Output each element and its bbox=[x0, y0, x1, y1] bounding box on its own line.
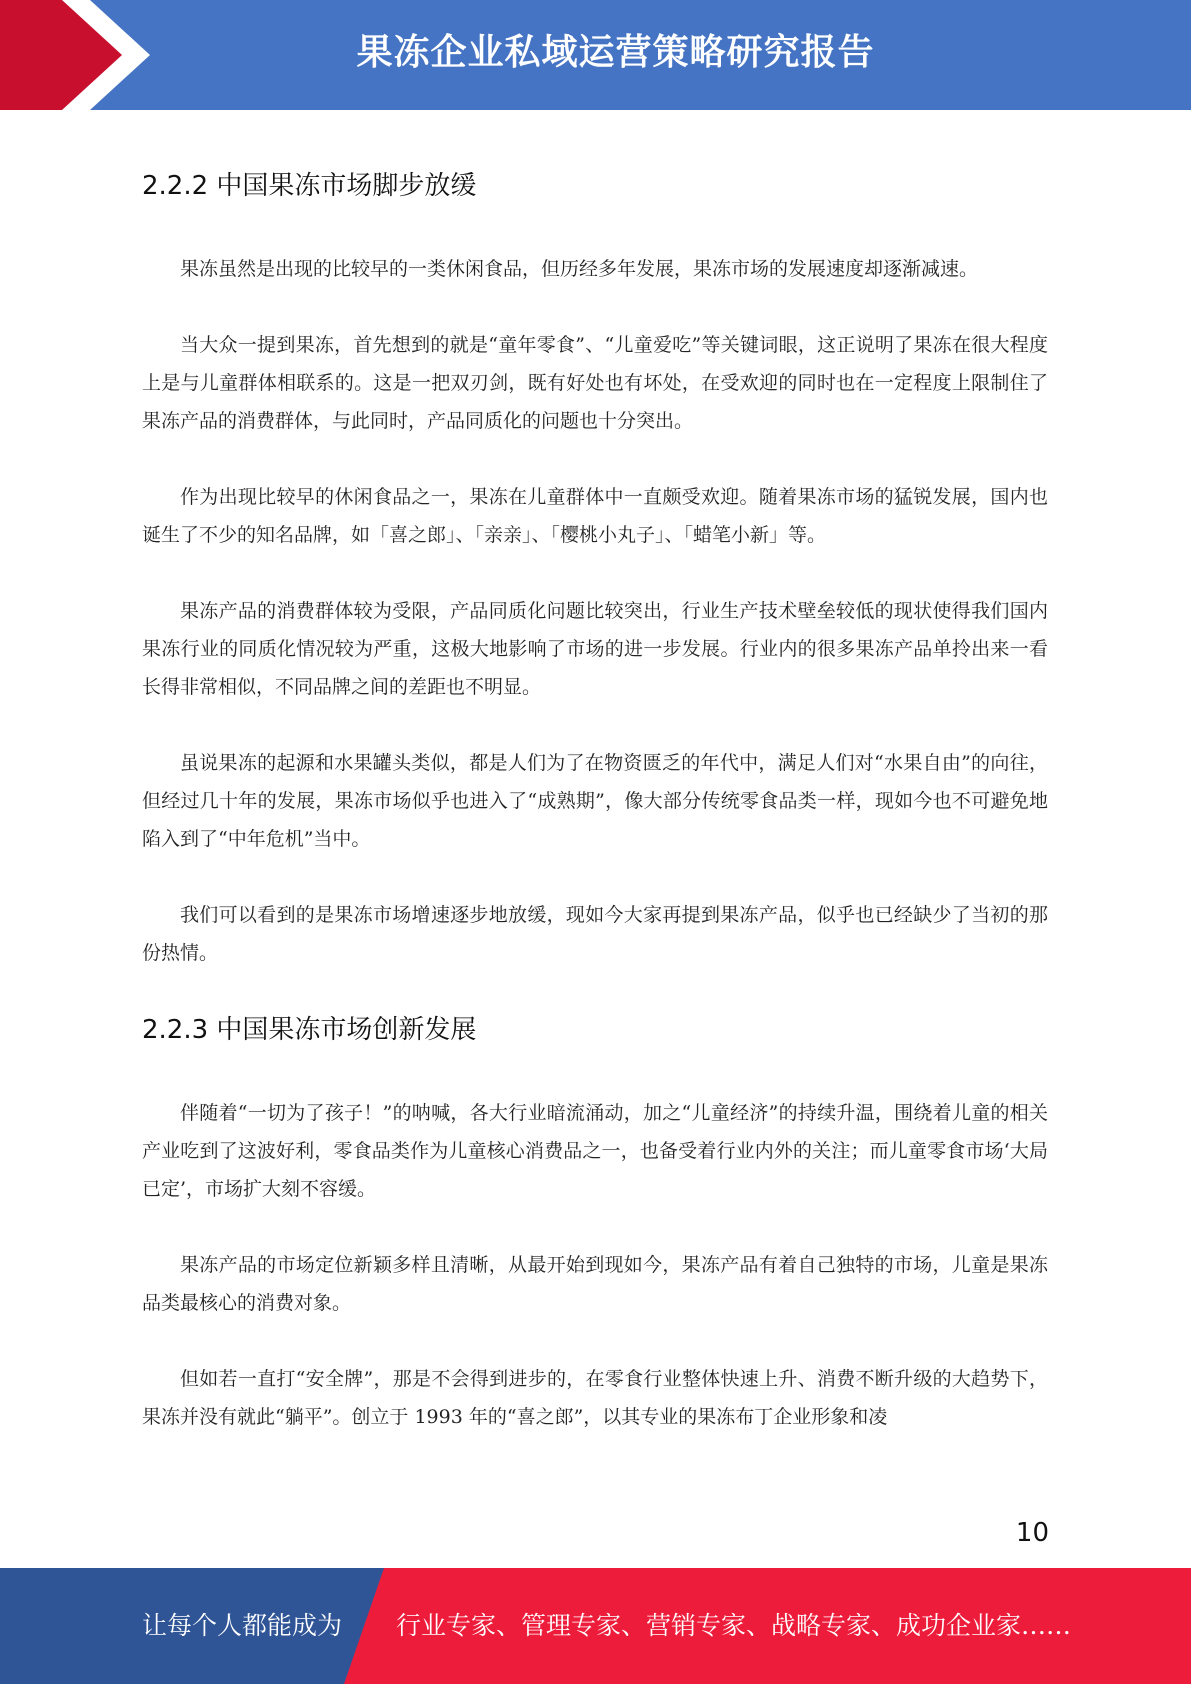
footer-banner bbox=[0, 1568, 1191, 1684]
paragraph: 伴随着“一切为了孩子！”的呐喊，各大行业暗流涌动，加之“儿童经济”的持续升温，围绕着儿童的相关产业吃到了这波好利，零食品类作为儿童核心消费品之一，也备受着行业内外的关注；而儿童零食市场‘大局已定’，市场扩大刻不容缓。 bbox=[142, 1102, 1048, 1200]
paragraph: 当大众一提到果冻，首先想到的就是“童年零食”、“儿童爱吃”等关键词眼，这正说明了果冻在很大程度上是与儿童群体相联系的。这是一把双刃剑，既有好处也有坏处，在受欢迎的同时也在一定程度上限制住了果冻产品的消费群体，与此同时，产品同质化的问题也十分突出。 bbox=[142, 334, 1048, 432]
footer-slogan-left: 让每个人都能成为 bbox=[142, 1611, 343, 1640]
section-heading-2-2-2: 2.2.2 中国果冻市场脚步放缓 bbox=[142, 171, 477, 201]
report-title: 果冻企业私域运营策略研究报告 bbox=[356, 32, 875, 73]
paragraph: 果冻虽然是出现的比较早的一类休闲食品，但历经多年发展，果冻市场的发展速度却逐渐减速。 bbox=[180, 258, 979, 280]
paragraph: 果冻产品的消费群体较为受限，产品同质化问题比较突出，行业生产技术壁垒较低的现状使得我们国内果冻行业的同质化情况较为严重，这极大地影响了市场的进一步发展。行业内的很多果冻产品单拎出来一看长得非常相似，不同品牌之间的差距也不明显。 bbox=[142, 600, 1048, 698]
paragraph: 但如若一直打“安全牌”，那是不会得到进步的，在零食行业整体快速上升、消费不断升级的大趋势下，果冻并没有就此“躺平”。创立于 1993 年的“喜之郎”，以其专业的果冻布丁企业形象和凌 bbox=[142, 1368, 1048, 1428]
paragraph: 果冻产品的市场定位新颖多样且清晰，从最开始到现如今，果冻产品有着自己独特的市场，儿童是果冻品类最核心的消费对象。 bbox=[142, 1254, 1048, 1314]
page-number: 10 bbox=[1015, 1518, 1049, 1548]
paragraph: 虽说果冻的起源和水果罐头类似，都是人们为了在物资匮乏的年代中，满足人们对“水果自由”的向往，但经过几十年的发展，果冻市场似乎也进入了“成熟期”，像大部分传统零食品类一样，现如今也不可避免地陷入到了“中年危机”当中。 bbox=[142, 752, 1048, 850]
footer-slogan-right: 行业专家、管理专家、营销专家、战略专家、成功企业家…… bbox=[396, 1611, 1072, 1640]
document-body bbox=[142, 166, 1048, 1474]
paragraph: 作为出现比较早的休闲食品之一，果冻在儿童群体中一直颇受欢迎。随着果冻市场的猛锐发展，国内也诞生了不少的知名品牌，如「喜之郎」、「亲亲」、「樱桃小丸子」、「蜡笔小新」等。 bbox=[142, 486, 1048, 546]
paragraph: 我们可以看到的是果冻市场增速逐步地放缓，现如今大家再提到果冻产品，似乎也已经缺少了当初的那份热情。 bbox=[142, 904, 1048, 964]
section-heading-2-2-3: 2.2.3 中国果冻市场创新发展 bbox=[142, 1015, 477, 1045]
